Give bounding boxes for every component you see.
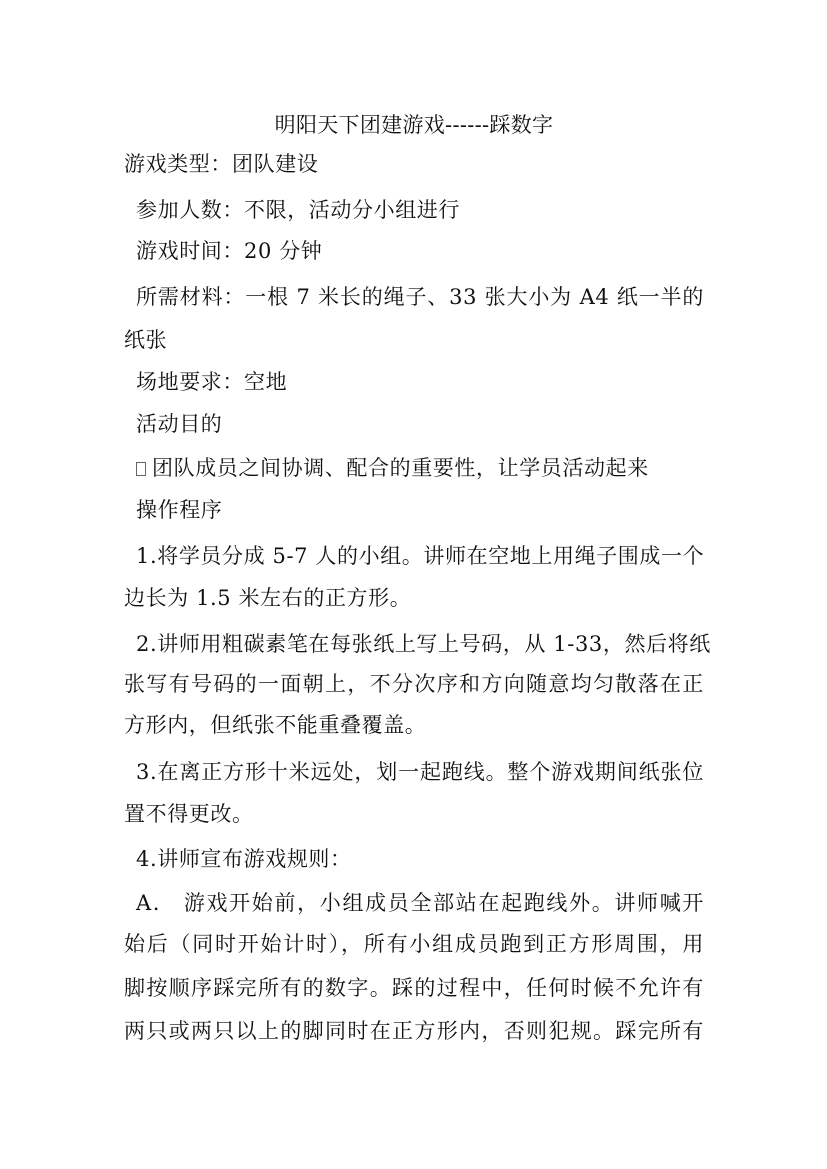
step-3-line-2: 置不得更改。 <box>124 802 254 826</box>
rule-a-line-3: 脚按顺序踩完所有的数字。踩的过程中，任何时候不允许有 <box>124 976 704 1000</box>
step-3-line-1: 3.在离正方形十米远处，划一起跑线。整个游戏期间纸张位 <box>136 760 704 784</box>
document-title: 明阳天下团建游戏------踩数字 <box>274 113 554 137</box>
objective-heading: 活动目的 <box>136 412 223 436</box>
step-1-line-2: 边长为 1.5 米左右的正方形。 <box>124 586 412 610</box>
field-duration: 游戏时间：20 分钟 <box>136 239 323 263</box>
rule-a-line-4: 两只或两只以上的脚同时在正方形内，否则犯规。踩完所有 <box>124 1019 704 1043</box>
field-materials-line-2: 纸张 <box>124 328 168 352</box>
rule-a-line-2: 始后（同时开始计时），所有小组成员跑到正方形周围，用 <box>124 932 704 956</box>
field-participants: 参加人数：不限，活动分小组进行 <box>136 198 460 222</box>
step-2-line-1: 2.讲师用粗碳素笔在每张纸上写上号码，从 1-33，然后将纸 <box>136 632 711 656</box>
field-materials-line-1: 所需材料：一根 7 米长的绳子、33 张大小为 A4 纸一半的 <box>136 285 704 309</box>
step-1-line-1: 1.将学员分成 5-7 人的小组。讲师在空地上用绳子围成一个 <box>136 544 705 568</box>
step-2-line-3: 方形内，但纸张不能重叠覆盖。 <box>124 713 427 737</box>
objective-text: 团队成员之间协调、配合的重要性，让学员活动起来 <box>152 456 649 480</box>
rule-a-line-1: A． 游戏开始前，小组成员全部站在起跑线外。讲师喊开 <box>136 891 704 915</box>
procedure-heading: 操作程序 <box>136 498 223 522</box>
objective-item <box>136 449 704 487</box>
field-venue: 场地要求：空地 <box>136 370 288 394</box>
missing-glyph-box-icon <box>136 462 146 476</box>
step-2-line-2: 张写有号码的一面朝上，不分次序和方向随意均匀散落在正 <box>124 672 704 696</box>
step-4-line: 4.讲师宣布游戏规则： <box>136 847 352 871</box>
field-game-type: 游戏类型：团队建设 <box>124 152 319 176</box>
